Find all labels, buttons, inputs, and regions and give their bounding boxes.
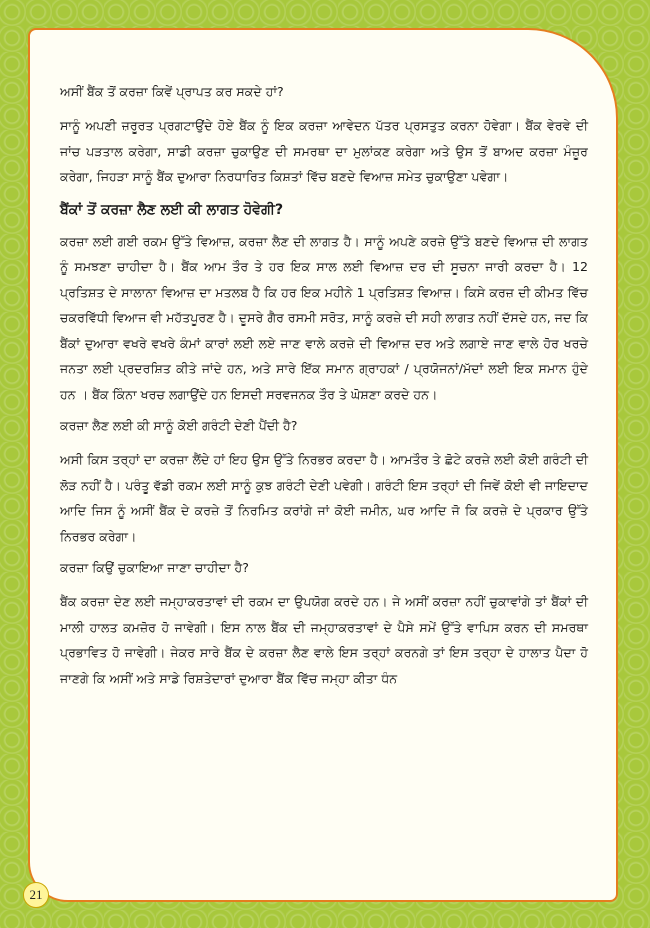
section-question: ਅਸੀਂ ਬੈਂਕ ਤੋਂ ਕਰਜ਼ਾ ਕਿਵੇਂ ਪ੍ਰਾਪਤ ਕਰ ਸਕਦੇ ਹਾਂ? <box>60 84 284 99</box>
section-paragraph: ਕਰਜ਼ਾ ਲਈ ਗਈ ਰਕਮ ਉੱਤੇ ਵਿਆਜ਼, ਕਰਜ਼ਾ ਲੈਣ ਦੀ ਲਾਗਤ ਹੈ। ਸਾਨੂੰ ਅਪਣੇ ਕਰਜ਼ੇ ਉੱਤੇ ਬਣਦੇ ਵਿਆਜ਼ ਦੀ ਲਾਗਤ ਨੂੰ ਸਮਝਣਾ ਚਾਹੀਦਾ ਹੈ। ਬੈਂਕ ਆਮ ਤੌਰ ਤੇ ਹਰ ਇਕ ਸਾਲ ਲਈ ਵਿਆਜ਼ ਦਰ ਦੀ ਸੂਚਨਾ ਜਾਰੀ ਕਰਦਾ ਹੈ। 12 ਪ੍ਰਤਿਸ਼ਤ ਦੇ ਸਾਲਾਨਾ ਵਿਆਜ਼ ਦਾ ਮਤਲਬ ਹੈ ਕਿ ਹਰ ਇਕ ਮਹੀਨੇ 1 ਪ੍ਰਤਿਸ਼ਤ ਵਿਆਜ਼। ਕਿਸੇ ਕਰਜ਼ ਦੀ ਕੀਮਤ ਵਿੱਚ ਚਕਰਵਿੱਧੀ ਵਿਆਜ ਵੀ ਮਹੱਤਪੂਰਣ ਹੈ। ਦੂਸਰੇ ਗੈਰ ਰਸਮੀ ਸਰੋਤ, ਸਾਨੂੰ ਕਰਜ਼ੇ ਦੀ ਸਹੀ ਲਾਗਤ ਨਹੀਂ ਦੱਸਦੇ ਹਨ, ਜਦ ਕਿ ਬੈਂਕਾਂ ਦੁਆਰਾ ਵਖਰੇ ਵਖਰੇ ਕੰਮਾਂ ਕਾਰਾਂ ਲਈ ਲਏ ਜਾਣ ਵਾਲੇ ਕਰਜ਼ੇ ਦੀ ਵਿਆਜ਼ ਦਰ ਅਤੇ ਲਗਾਏ ਜਾਣ ਵਾਲੇ ਹੋਰ ਖਰਚੇ ਜਨਤਾ ਲਈ ਪ੍ਰਦਰਸ਼ਿਤ ਕੀਤੇ ਜਾਂਦੇ ਹਨ, ਅਤੇ ਸਾਰੇ ਇੱਕ ਸਮਾਨ ਗ੍ਰਾਹਕਾਂ / ਪ੍ਰਯੋਜਨਾਂ/ਮੱਦਾਂ ਲਈ ਇਕ ਸਮਾਨ ਹੁੰਦੇ ਹਨ । ਬੈਂਕ ਕਿੰਨਾ ਖਰਚ ਲਗਾਉਂਦੇ ਹਨ ਇਸਦੀ ਸਰਵਜਨਕ ਤੌਰ ਤੇ ਘੋਸ਼ਣਾ ਕਰਦੇ ਹਨ। <box>60 233 588 402</box>
page-number: 21 <box>23 882 49 908</box>
section-heading: ਬੈਂਕਾਂ ਤੋਂ ਕਰਜ਼ਾ ਲੈਣ ਲਈ ਕੀ ਲਾਗਤ ਹੋਵੇਗੀ? <box>60 201 284 218</box>
section-paragraph: ਅਸੀ ਕਿਸ ਤਰ੍ਹਾਂ ਦਾ ਕਰਜ਼ਾ ਲੈਂਦੇ ਹਾਂ ਇਹ ਉਸ ਉੱਤੇ ਨਿਰਭਰ ਕਰਦਾ ਹੈ। ਆਮਤੌਰ ਤੇ ਛੋਟੇ ਕਰਜ਼ੇ ਲਈ ਕੋਈ ਗਰੰਟੀ ਦੀ ਲੋੜ ਨਹੀਂ ਹੈ। ਪਰੰਤੂ ਵੱਡੀ ਰਕਮ ਲਈ ਸਾਨੂੰ ਕੁਝ ਗਰੰਟੀ ਦੇਣੀ ਪਵੇਗੀ। ਗਰੰਟੀ ਇਸ ਤਰ੍ਹਾਂ ਦੀ ਜਿਵੇਂ ਕੋਈ ਵੀ ਜਾਇਦਾਦ ਆਦਿ ਜਿਸ ਨੂੰ ਅਸੀਂ ਬੈਂਕ ਦੇ ਕਰਜ਼ੇ ਤੋਂ ਨਿਰਮਿਤ ਕਰਾਂਗੇ ਜਾਂ ਕੋਈ ਜਮੀਨ, ਘਰ ਆਦਿ ਜੋ ਕਿ ਕਰਜ਼ੇ ਦੇ ਪ੍ਰਕਾਰ ਉੱਤੇ ਨਿਰਭਰ ਕਰੇਗਾ। <box>60 452 588 544</box>
section-paragraph: ਸਾਨੂੰ ਅਪਣੀ ਜ਼ਰੂਰਤ ਪ੍ਰਗਟਾਉਂਦੇ ਹੋਏ ਬੈਂਕ ਨੂੰ ਇਕ ਕਰਜ਼ਾ ਆਵੇਦਨ ਪੱਤਰ ਪ੍ਰਸਤੁਤ ਕਰਨਾ ਹੋਵੇਗਾ। ਬੈਂਕ ਵੇਰਵੇ ਦੀ ਜਾਂਚ ਪੜਤਾਲ ਕਰੇਗਾ, ਸਾਡੀ ਕਰਜ਼ਾ ਚੁਕਾਉਣ ਦੀ ਸਮਰਥਾ ਦਾ ਮੁਲਾਂਕਣ ਕਰੇਗਾ ਅਤੇ ਉਸ ਤੋਂ ਬਾਅਦ ਕਰਜ਼ਾ ਮੰਜ਼ੂਰ ਕਰੇਗਾ, ਜਿਹੜਾ ਸਾਨੂੰ ਬੈਂਕ ਦੁਆਰਾ ਨਿਰਧਾਰਿਤ ਕਿਸ਼ਤਾਂ ਵਿੱਚ ਬਣਦੇ ਵਿਆਜ਼ ਸਮੇਤ ਚੁਕਾਉਣਾ ਪਵੇਗਾ। <box>60 118 588 184</box>
section-paragraph: ਬੈਂਕ ਕਰਜ਼ਾ ਦੇਣ ਲਈ ਜਮ੍ਹਾਕਰਤਾਵਾਂ ਦੀ ਰਕਮ ਦਾ ਉਪਯੋਗ ਕਰਦੇ ਹਨ। ਜੇ ਅਸੀਂ ਕਰਜ਼ਾ ਨਹੀਂ ਚੁਕਾਵਾਂਗੇ ਤਾਂ ਬੈਂਕਾਂ ਦੀ ਮਾਲੀ ਹਾਲਤ ਕਮਜ਼ੋਰ ਹੋ ਜਾਵੇਗੀ। ਇਸ ਨਾਲ ਬੈਂਕ ਦੀ ਜਮ੍ਹਾਕਰਤਾਵਾਂ ਦੇ ਪੈਸੇ ਸਮੇਂ ਉੱਤੇ ਵਾਪਿਸ ਕਰਨ ਦੀ ਸਮਰਥਾ ਪ੍ਰਭਾਵਿਤ ਹੋ ਜਾਵੇਗੀ। ਜੇਕਰ ਸਾਰੇ ਬੈਂਕ ਦੇ ਕਰਜ਼ਾ ਲੈਣ ਵਾਲੇ ਇਸ ਤਰ੍ਹਾਂ ਕਰਨਗੇ ਤਾਂ ਇਸ ਤਰ੍ਹਾ ਦੇ ਹਾਲਾਤ ਪੈਦਾ ਹੋ ਜਾਣਗੇ ਕਿ ਅਸੀਂ ਅਤੇ ਸਾਡੇ ਰਿਸ਼ਤੇਦਾਰਾਂ ਦੁਆਰਾ ਬੈਂਕ ਵਿੱਚ ਜਮ੍ਹਾ ਕੀਤਾ ਧੰਨ <box>60 594 588 686</box>
section-question: ਕਰਜ਼ਾ ਲੈਣ ਲਈ ਕੀ ਸਾਨੂੰ ਕੋਈ ਗਰੰਟੀ ਦੇਣੀ ਪੈਂਦੀ ਹੈ? <box>60 418 298 433</box>
page-content-card <box>28 28 618 902</box>
section-question: ਕਰਜ਼ਾ ਕਿਉਂ ਚੁਕਾਇਆ ਜਾਣਾ ਚਾਹੀਦਾ ਹੈ? <box>60 560 249 575</box>
